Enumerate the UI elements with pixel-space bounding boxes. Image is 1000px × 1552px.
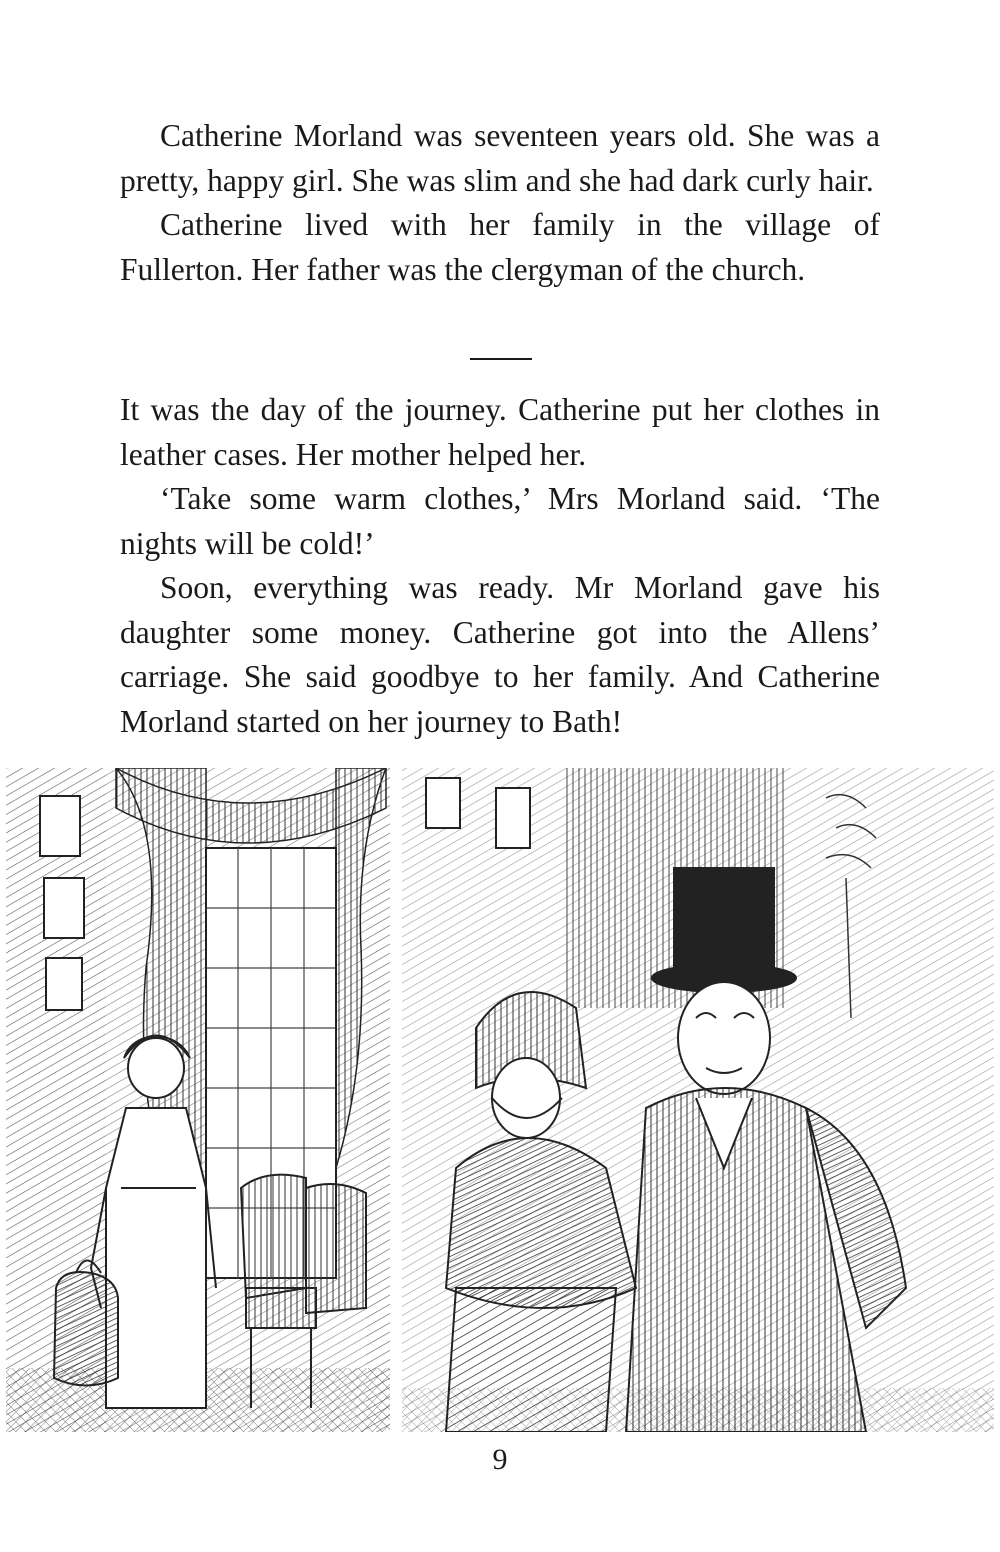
journey-text xyxy=(120,388,880,744)
left-panel xyxy=(6,768,390,1432)
pen-ink-illustration xyxy=(6,768,994,1432)
page-number: 9 xyxy=(492,1443,508,1476)
paragraph-3: It was the day of the journey. Catherine put her clothes in leather cases. Her mother helped her. xyxy=(120,392,880,472)
section-separator xyxy=(470,358,532,360)
paragraph-4: ‘Take some warm clothes,’ Mrs Morland said. ‘The nights will be cold!’ xyxy=(120,481,880,561)
right-panel xyxy=(402,768,994,1432)
paragraph-5: Soon, everything was ready. Mr Morland gave his daughter some money. Catherine got into the Allens’ carriage. She said goodbye to her family. And Catherine Morland started on her journey to Bath! xyxy=(120,570,880,739)
paragraph-1: Catherine Morland was seventeen years old. She was a pretty, happy girl. She was slim and she had dark curly hair. xyxy=(120,118,880,198)
paragraph-2: Catherine lived with her family in the village of Fullerton. Her father was the clergyman of the church. xyxy=(120,207,880,287)
opening-text xyxy=(120,114,880,292)
